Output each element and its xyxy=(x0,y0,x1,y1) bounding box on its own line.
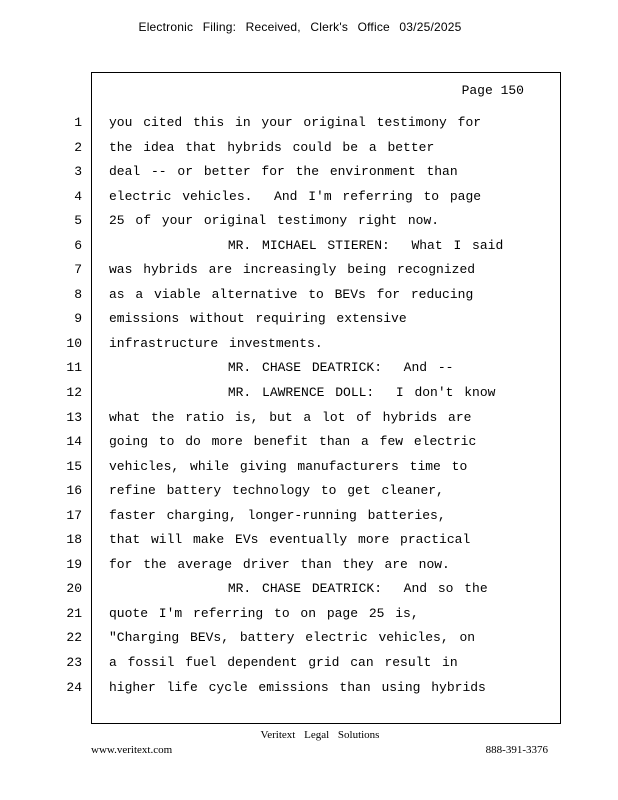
line-number: 19 xyxy=(66,556,82,572)
filing-stamp-header: Electronic Filing: Received, Clerk's Office 03/25/2025 xyxy=(138,20,462,34)
line-number: 24 xyxy=(66,679,82,695)
line-number: 17 xyxy=(66,507,82,523)
line-number: 4 xyxy=(74,188,82,204)
line-number: 1 xyxy=(74,115,82,130)
line-number: 15 xyxy=(66,458,82,474)
transcript-line: refine battery technology to get cleaner, xyxy=(109,483,444,499)
line-number: 10 xyxy=(66,335,82,351)
transcript-line: for the average driver than they are now. xyxy=(109,556,450,572)
transcript-line: electric vehicles. And I'm referring to page xyxy=(109,188,482,204)
line-number: 9 xyxy=(74,311,82,327)
transcript-line: vehicles, while giving manufacturers time to xyxy=(109,458,468,474)
line-number: 12 xyxy=(66,385,82,401)
transcript-line: deal -- or better for the environment than xyxy=(109,164,458,180)
footer-phone: 888-391-3376 xyxy=(485,744,548,756)
line-number: 23 xyxy=(66,655,82,671)
transcript-line: that will make EVs eventually more practical xyxy=(109,532,471,548)
line-number: 11 xyxy=(66,360,82,376)
line-number: 3 xyxy=(74,164,82,180)
transcript-line: MR. CHASE DEATRICK: And -- xyxy=(109,360,454,376)
footer-company: Veritext Legal Solutions xyxy=(260,729,380,741)
line-number: 7 xyxy=(74,262,82,278)
transcript-line: quote I'm referring to on page 25 is, xyxy=(109,605,419,621)
line-number: 13 xyxy=(66,409,82,425)
line-number: 16 xyxy=(66,483,82,499)
transcript-line: the idea that hybrids could be a better xyxy=(109,139,435,155)
transcript-line: higher life cycle emissions than using hybrids xyxy=(109,679,486,695)
transcript-line: was hybrids are increasingly being recognized xyxy=(109,262,476,278)
transcript-line: you cited this in your original testimony for xyxy=(109,115,482,130)
line-number: 5 xyxy=(74,213,82,229)
transcript-line: "Charging BEVs, battery electric vehicles, on xyxy=(109,630,476,646)
line-number-column xyxy=(56,111,82,700)
transcript-line: as a viable alternative to BEVs for reducing xyxy=(109,286,474,302)
transcript-line: 25 of your original testimony right now. xyxy=(109,213,440,229)
transcript-line: what the ratio is, but a lot of hybrids are xyxy=(109,409,472,425)
transcript-line: MR. MICHAEL STIEREN: What I said xyxy=(109,237,504,253)
line-number: 20 xyxy=(66,581,82,597)
line-number: 6 xyxy=(74,237,82,253)
transcript-line: MR. LAWRENCE DOLL: I don't know xyxy=(109,385,496,401)
page-number-label: Page 150 xyxy=(461,83,524,98)
transcript-line: a fossil fuel dependent grid can result in xyxy=(109,655,458,671)
transcript-line: MR. CHASE DEATRICK: And so the xyxy=(109,581,488,597)
line-number: 22 xyxy=(66,630,82,646)
line-number: 2 xyxy=(74,139,82,155)
line-number: 21 xyxy=(66,605,82,621)
footer-website: www.veritext.com xyxy=(91,744,173,756)
transcript-text-column xyxy=(109,111,549,700)
line-number: 8 xyxy=(74,286,82,302)
line-number: 14 xyxy=(66,434,82,450)
transcript-line: going to do more benefit than a few electric xyxy=(109,434,477,450)
transcript-line: emissions without requiring extensive xyxy=(109,311,407,327)
line-number: 18 xyxy=(66,532,82,548)
transcript-line: infrastructure investments. xyxy=(109,335,323,351)
transcript-line: faster charging, longer-running batteries, xyxy=(109,507,446,523)
